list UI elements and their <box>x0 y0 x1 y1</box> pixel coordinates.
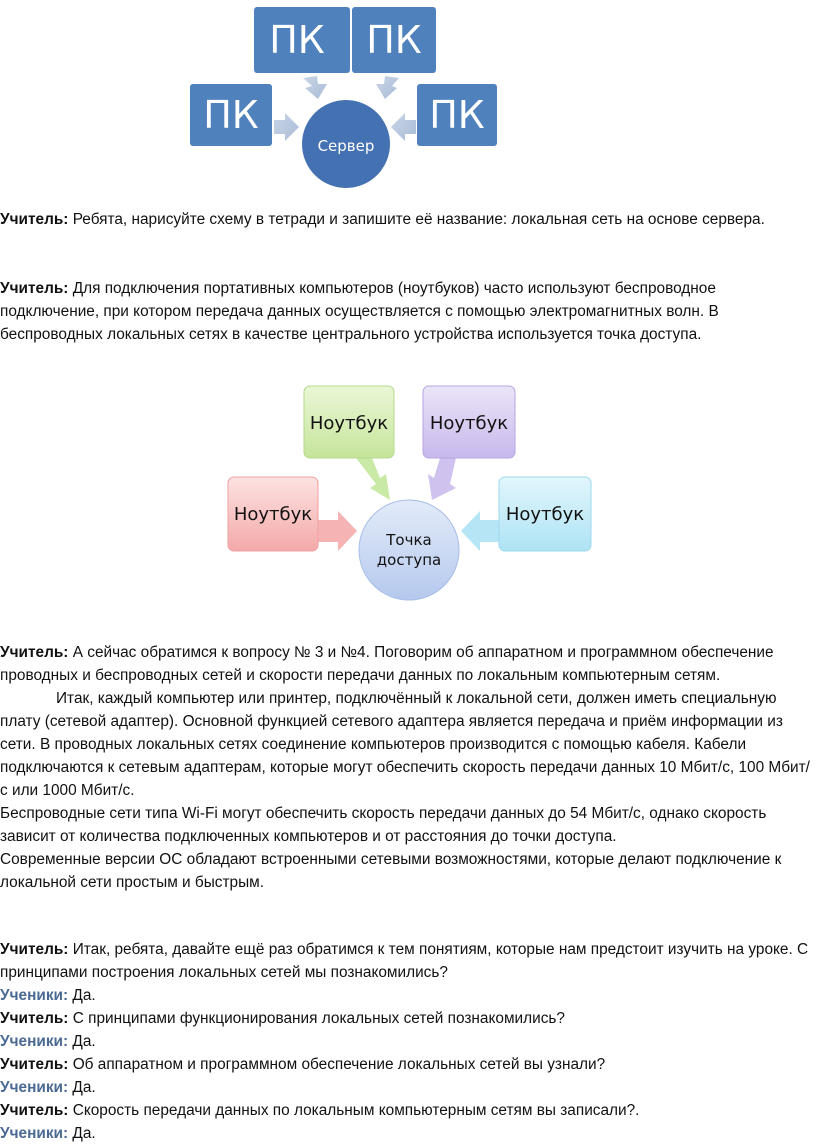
wireless-diagram-svg <box>0 378 816 608</box>
server-diagram-svg <box>0 0 816 195</box>
access-point-hub <box>359 500 459 600</box>
paragraph-1 <box>0 208 812 231</box>
wireless-network-diagram <box>0 378 816 608</box>
server-network-diagram <box>0 0 816 195</box>
pc-label-top-left: ПК <box>269 18 325 62</box>
arrow-top-right <box>376 76 399 99</box>
laptop-label-blue: Ноутбук <box>505 504 585 525</box>
laptop-label-green: Ноутбук <box>309 413 389 434</box>
dialogue-line <box>0 984 812 1007</box>
speaker-label: Учитель: <box>0 1010 69 1027</box>
dialogue-text: Скорость передачи данных по локальным компьютерным сетям вы записали?. <box>68 1102 640 1119</box>
arrow-top-left <box>303 76 327 99</box>
laptop-label-purple: Ноутбук <box>429 413 509 434</box>
dialogue-line <box>0 1099 812 1122</box>
dialogue-text: Да. <box>68 1079 96 1096</box>
speaker-label: Учитель: <box>0 644 69 661</box>
paragraph-text: Для подключения портативных компьютеров (ноутбуков) часто используют беспроводное подключение, при котором передача данных осуществляется с помощью электромагнитных волн. В беспроводных локальных сетях в качестве центрального устройства используется точка доступа. <box>0 280 719 343</box>
pc-label-right: ПК <box>429 93 485 137</box>
dialogue-text: Да. <box>68 1125 96 1142</box>
dialogue-text: Да. <box>68 987 96 1004</box>
dialogue-line <box>0 938 812 984</box>
paragraph-text: Ребята, нарисуйте схему в тетради и запишите её название: локальная сеть на основе сервера. <box>68 211 765 228</box>
dialogue-line <box>0 1053 812 1076</box>
server-label: Сервер <box>317 137 375 155</box>
speaker-label: Учитель: <box>0 1102 69 1119</box>
access-point-label-2: доступа <box>376 551 442 569</box>
arrow-right <box>391 113 416 141</box>
student-label: Ученики: <box>0 987 69 1004</box>
dialogue-text: С принципами функционирования локальных сетей познакомились? <box>68 1010 565 1027</box>
arrow-left <box>274 113 299 141</box>
student-label: Ученики: <box>0 1125 69 1142</box>
paragraph-4: Итак, каждый компьютер или принтер, подключённый к локальной сети, должен иметь специальную плату (сетевой адаптер). Основной функцией сетевого адаптера является передача и приём информации из сети. В проводных локальных сетях соединение компьютеров производится с помощью кабеля. Кабели подключаются к сетевым адаптерам, которые могут обеспечить скорость передачи данных 10 Мбит/с, 100 Мбит/с или 1000 Мбит/с. <box>0 690 810 799</box>
paragraph-5: Беспроводные сети типа Wi-Fi могут обеспечить скорость передачи данных до 54 Мбит/с, однако скорость зависит от количества подключенных компьютеров и от расстояния до точки доступа. <box>0 805 767 845</box>
paragraph-6: Современные версии ОС обладают встроенными сетевыми возможностями, которые делают подключение к локальной сети простым и быстрым. <box>0 851 782 891</box>
body-text <box>0 641 812 894</box>
access-point-label-1: Точка <box>386 531 432 549</box>
speaker-label: Учитель: <box>0 211 69 228</box>
pc-label-top-right: ПК <box>366 18 422 62</box>
arrow-purple <box>428 458 456 500</box>
student-label: Ученики: <box>0 1079 69 1096</box>
paragraph-text: А сейчас обратимся к вопросу № 3 и №4. Поговорим об аппаратном и программном обеспечение проводных и беспроводных сетей и скорости передачи данных по локальным компьютерным сетям. <box>0 644 774 684</box>
pc-label-left: ПК <box>203 93 259 137</box>
arrow-red <box>318 511 357 551</box>
arrow-green <box>356 458 390 500</box>
paragraph-2 <box>0 277 812 346</box>
laptop-label-red: Ноутбук <box>233 504 313 525</box>
dialogue-line <box>0 1076 812 1099</box>
speaker-label: Учитель: <box>0 1056 69 1073</box>
dialogue-line <box>0 1007 812 1030</box>
dialogue-text: Да. <box>68 1033 96 1050</box>
arrow-blue <box>461 511 500 551</box>
dialogue-text: Об аппаратном и программном обеспечение локальных сетей вы узнали? <box>68 1056 606 1073</box>
dialogue-text: Итак, ребята, давайте ещё раз обратимся к тем понятиям, которые нам предстоит изучить на уроке. С принципами построения локальных сетей мы познакомились? <box>0 941 809 981</box>
dialogue <box>0 938 812 1145</box>
dialogue-line <box>0 1030 812 1053</box>
speaker-label: Учитель: <box>0 941 69 958</box>
speaker-label: Учитель: <box>0 280 69 297</box>
student-label: Ученики: <box>0 1033 69 1050</box>
paragraph-3 <box>0 641 812 687</box>
dialogue-line <box>0 1122 812 1145</box>
